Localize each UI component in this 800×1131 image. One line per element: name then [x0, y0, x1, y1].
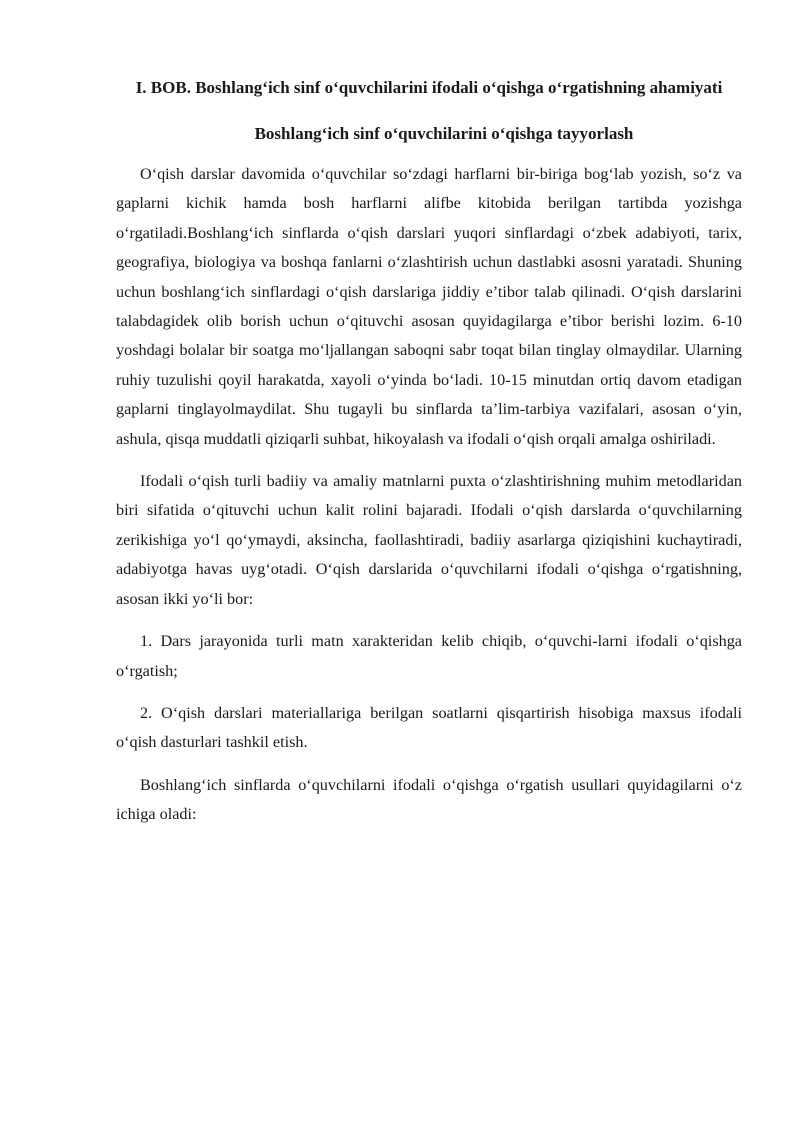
- list-item-2: 2. O‘qish darslari materiallariga berilgan soatlarni qisqartirish hisobiga maxsus ifodali o‘qish dasturlari tashkil etish.: [116, 703, 742, 752]
- section-title: Boshlang‘ich sinf o‘quvchilarini o‘qishga tayyorlash: [254, 124, 634, 143]
- list-item-1: 1. Dars jarayonida turli matn xarakteridan kelib chiqib, o‘quvchi-larni ifodali o‘qishga o‘rgatish;: [116, 632, 742, 680]
- paragraph-methods: Boshlang‘ich sinflarda o‘quvchilarni ifodali o‘qishga o‘rgatish usullari quyidagilarni o‘z ichiga oladi:: [116, 775, 742, 824]
- chapter-title: I. BOB. Boshlang‘ich sinf o‘quvchilarini ifodali o‘qishga o‘rgatishning ahamiyati: [135, 78, 723, 97]
- paragraph-expressive-reading: Ifodali o‘qish turli badiiy va amaliy matnlarni puxta o‘zlashtirishning muhim metodlaridan biri sifatida o‘qituvchi uchun kalit rolini bajaradi. Ifodali o‘qish darslarda o‘quvchilarning zerikishiga yo‘l qo‘ymaydi, aksincha, faollashtiradi, badiiy asarlarga qiziqishini kuchaytiradi, adabiyotga havas uyg‘otadi. O‘qish darslarida o‘quvchilarni ifodali o‘qishga o‘rgatishning, asosan ikki yo‘li bor:: [116, 472, 742, 608]
- document-page: [116, 72, 742, 843]
- paragraph-intro: O‘qish darslar davomida o‘quvchilar so‘zdagi harflarni bir-biriga bog‘lab yozish, so‘z va gaplarni kichik hamda bosh harflarni alifbe kitobida berilgan tartibda yozishga o‘rgatiladi.Boshlang‘ich sinflarda o‘qish darslari yuqori sinflardagi o‘zbek adabiyoti, tarix, geografiya, biologiya va boshqa fanlarni o‘zlashtirish uchun dastlabki asosni yaratadi. Shuning uchun boshlang‘ich sinflardagi o‘qish darslariga jiddiy e’tibor talab qilinadi. O‘qish darslarini talabdagidek olib borish uchun o‘qituvchi asosan quyidagilarga e’tibor berishi lozim. 6-10 yoshdagi bolalar bir soatga mo‘ljallangan saboqni sabr toqat bilan tinglay olmaydilar. Ularning ruhiy tuzulishi qoyil harakatda, xayoli o‘yinda bo‘ladi. 10-15 minutdan ortiq davom etadigan gaplarni tinglayolmaydilat. Shu tugayli bu sinflarda ta’lim-tarbiya vazifalari, asosan o‘yin, ashula, qisqa muddatli qiziqarli suhbat, hikoyalash va ifodali o‘qish orqali amalga oshiriladi.: [116, 165, 742, 448]
